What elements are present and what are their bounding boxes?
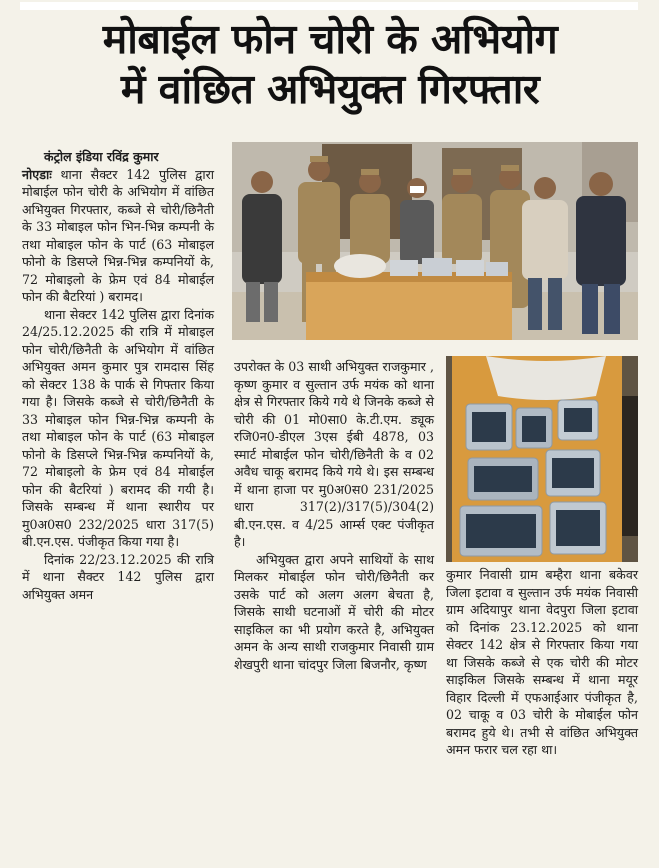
- paragraph-5: अभियुक्त द्वारा अपने साथियों के साथ मिलकर मोबाईल फोन चोरी/छिनैती कर उसके पार्ट को अलग अलग बेचता है, जिसके साथी घटनाओं में चोरी की मोटर साइकिल का भी प्रयोग करते है, अभियुक्त अमन के अन्य साथी राजकुमार निवासी ग्राम शेखपुरी थाना चांदपुर जिला बिजनौर, कृष्ण: [234, 551, 434, 672]
- article-column-2: [234, 358, 434, 673]
- top-border: [20, 2, 638, 10]
- police-group-photo: [232, 142, 638, 340]
- paragraph-3: दिनांक 22/23.12.2025 की रात्रि में थाना सैक्टर 142 पुलिस द्वारा अभियुक्त अमन: [22, 551, 214, 602]
- article-column-3: [446, 566, 638, 759]
- article-column-1: [22, 148, 214, 603]
- dateline: नोएडाः: [22, 166, 52, 182]
- headline: [20, 14, 640, 114]
- headline-line-1: मोबाईल फोन चोरी के अभियोग: [102, 15, 558, 63]
- headline-line-2: में वांछित अभियुक्त गिरफ्तार: [120, 65, 540, 113]
- paragraph-1: [22, 166, 214, 306]
- recovered-phones-photo: [446, 356, 638, 562]
- paragraph-2: थाना सेक्टर 142 पुलिस द्वारा दिनांक 24/25.12.2025 की रात्रि में मोबाइल फोन चोरी/छिनैती के अभियोग में वांछित अभियुक्त अमन कुमार पुत्र रामदास सिंह को सेक्टर 138 के पार्क से गिफ्तार किया गया है। जिसके कब्जे से चोरी/छिनैती के 33 मोबाइल फोन भिन्न-भिन्न कम्पनी के तथा मोबाइल फोन के पार्ट (63 मोबाइल फोनो के डिसप्ले भिन्न-भिन्न कम्पनियों के, 72 मोबाइलो के फ्रेम एवं 84 मोबाईल फोन की बैटरियां ) बरामद की गयी है। जिसके सम्बन्ध में थाना स्थारीय पर मु0अ0स0 232/2025 धारा 317(5) बी.एन.एस. पंजीकृत किया गया है।: [22, 306, 214, 549]
- paragraph-1-text: थाना सैक्टर 142 पुलिस द्वारा मोबाईल फोन चोरी के अभियोग में वांछित अभियुक्त गिरफ्तार, कब्जे से चोरी/छिनैती के 33 मोबाइल फोन भिन-भिन्न कम्पनी के तथा मोबाइल फोन के पार्ट (63 मोबाइल फोनो के डिसप्ले भिन्न-भिन्न कम्पनियों के, 72 मोबाइलो के फ्रेम एवं 84 मोबाईल फोन की बैटरियां ) बरामद।: [22, 166, 214, 304]
- byline: कंट्रोल इंडिया रविंद्र कुमार: [44, 149, 159, 164]
- paragraph-4: उपरोक्त के 03 साथी अभियुक्त राजकुमार , कृष्ण कुमार व सुल्तान उर्फ मयंक को थाना क्षेत्र से गिरफ्तार किये गये थे जिनके कब्जे से चोरी की 01 मो0सा0 के.टी.एम. ड्यूक रजि0न0-डीएल 3एस ईबी 4878, 03 स्मार्ट मोबाईल फोन चोरी/छिनैती के व 02 अवैध चाकू बरामद किये गये थे। इस सम्बन्ध में थाना हाजा पर मु0अ0स0 231/2025 धारा 317(2)/317(5)/304(2) बी.एन.एस. व 4/25 आर्म्स एक्ट पंजीकृत है।: [234, 359, 434, 549]
- paragraph-6: कुमार निवासी ग्राम बम्हैरा थाना बकेवर जिला इटावा व सुल्तान उर्फ मयंक निवासी ग्राम अदियापुर थाना वेदपुरा जिला इटावा को दिनांक 23.12.2025 को थाना सेक्टर 142 क्षेत्र से गिरफ्तार किया गया था जिसके कब्जे से एक चोरी की मोटर साइकिल जिसके सम्बन्ध में थाना मयूर विहार दिल्ली में एफआईआर पंजीकृत है, 02 चाकू व 03 चोरी के मोबाईल फोन बरामद हुये थे। तभी से वांछित अभियुक्त अमन फरार चल रहा था।: [446, 567, 638, 757]
